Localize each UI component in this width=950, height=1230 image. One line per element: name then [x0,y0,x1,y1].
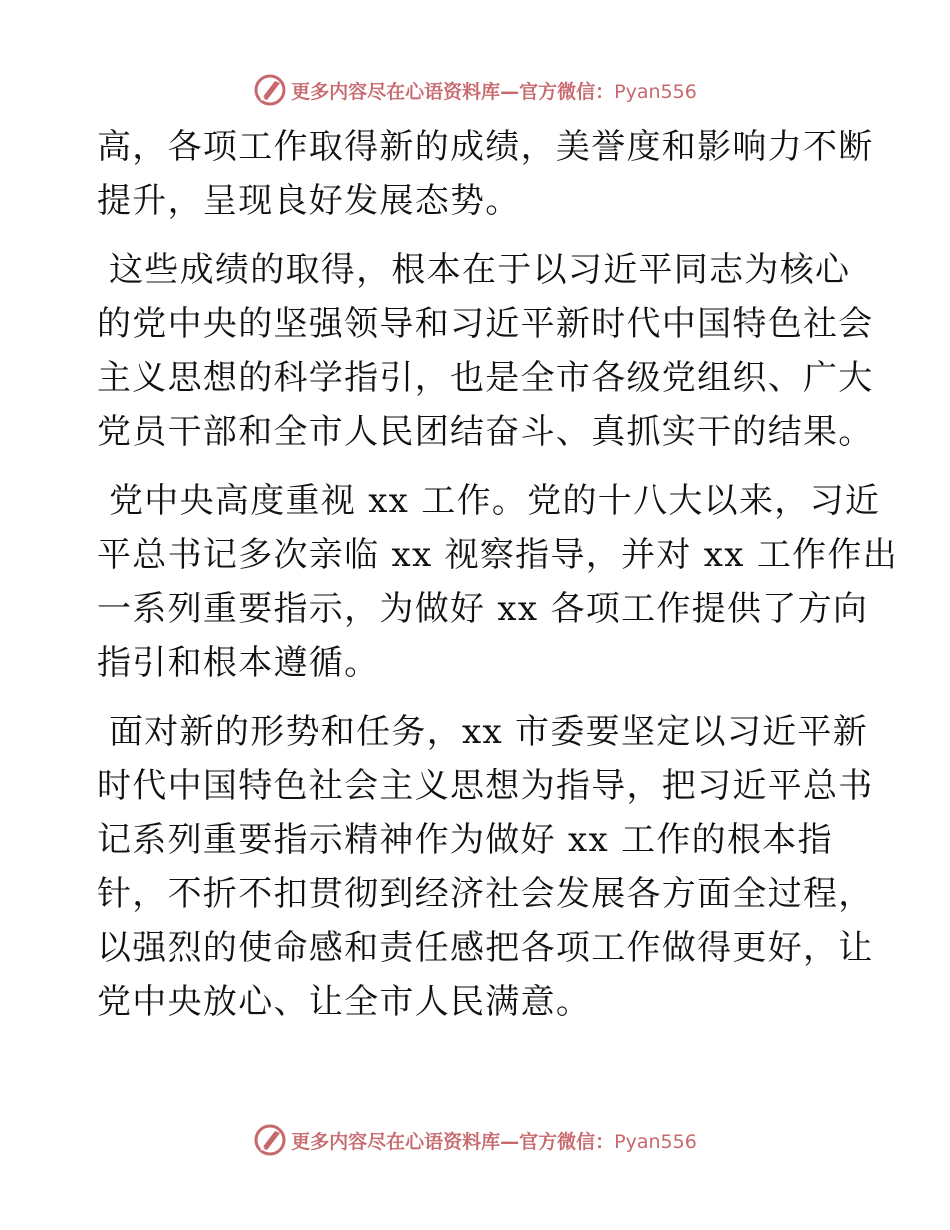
text-line: 时代中国特色社会主义思想为指导，把习近平总书 [97,766,874,806]
paragraph-3 [97,474,899,690]
footer-wechat-id: Pyan556 [614,1130,697,1153]
text-line: 高，各项工作取得新的成绩，美誉度和影响力不断 [97,127,874,167]
header-banner [0,70,950,110]
text-line: 党中央放心、让全市人民满意。 [97,982,592,1022]
text-line: 提升，呈现良好发展态势。 [97,181,521,221]
document-body [97,120,899,1044]
header-banner-text: 更多内容尽在心语资料库—官方微信：Pyan556 [291,80,697,103]
text-line: 党中央高度重视 xx 工作。党的十八大以来，习近 [109,481,881,521]
text-line: 党员干部和全市人民团结奋斗、真抓实干的结果。 [97,412,874,452]
paragraph-1 [97,120,874,228]
text-line: 主义思想的科学指引，也是全市各级党组织、广大 [97,358,874,398]
text-line: 这些成绩的取得，根本在于以习近平同志为核心 [109,250,851,290]
paragraph-2 [97,243,874,459]
text-line: 记系列重要指示精神作为做好 xx 工作的根本指 [97,820,833,860]
text-line: 的党中央的坚强领导和习近平新时代中国特色社会 [97,304,874,344]
paragraph-4 [97,705,874,1029]
footer-banner-text: 更多内容尽在心语资料库—官方微信：Pyan556 [291,1130,697,1153]
text-line: 面对新的形势和任务，xx 市委要坚定以习近平新 [109,712,869,752]
quill-logo-icon [253,73,287,107]
text-line: 针，不折不扣贯彻到经济社会发展各方面全过程， [97,874,874,914]
text-line: 一系列重要指示，为做好 xx 各项工作提供了方向 [97,589,869,629]
quill-logo-icon [253,1123,287,1157]
footer-banner [0,1120,950,1160]
text-line: 以强烈的使命感和责任感把各项工作做得更好，让 [97,928,874,968]
header-wechat-id: Pyan556 [614,80,697,103]
text-line: 指引和根本遵循。 [97,643,380,683]
text-line: 平总书记多次亲临 xx 视察指导，并对 xx 工作作出 [97,535,899,575]
